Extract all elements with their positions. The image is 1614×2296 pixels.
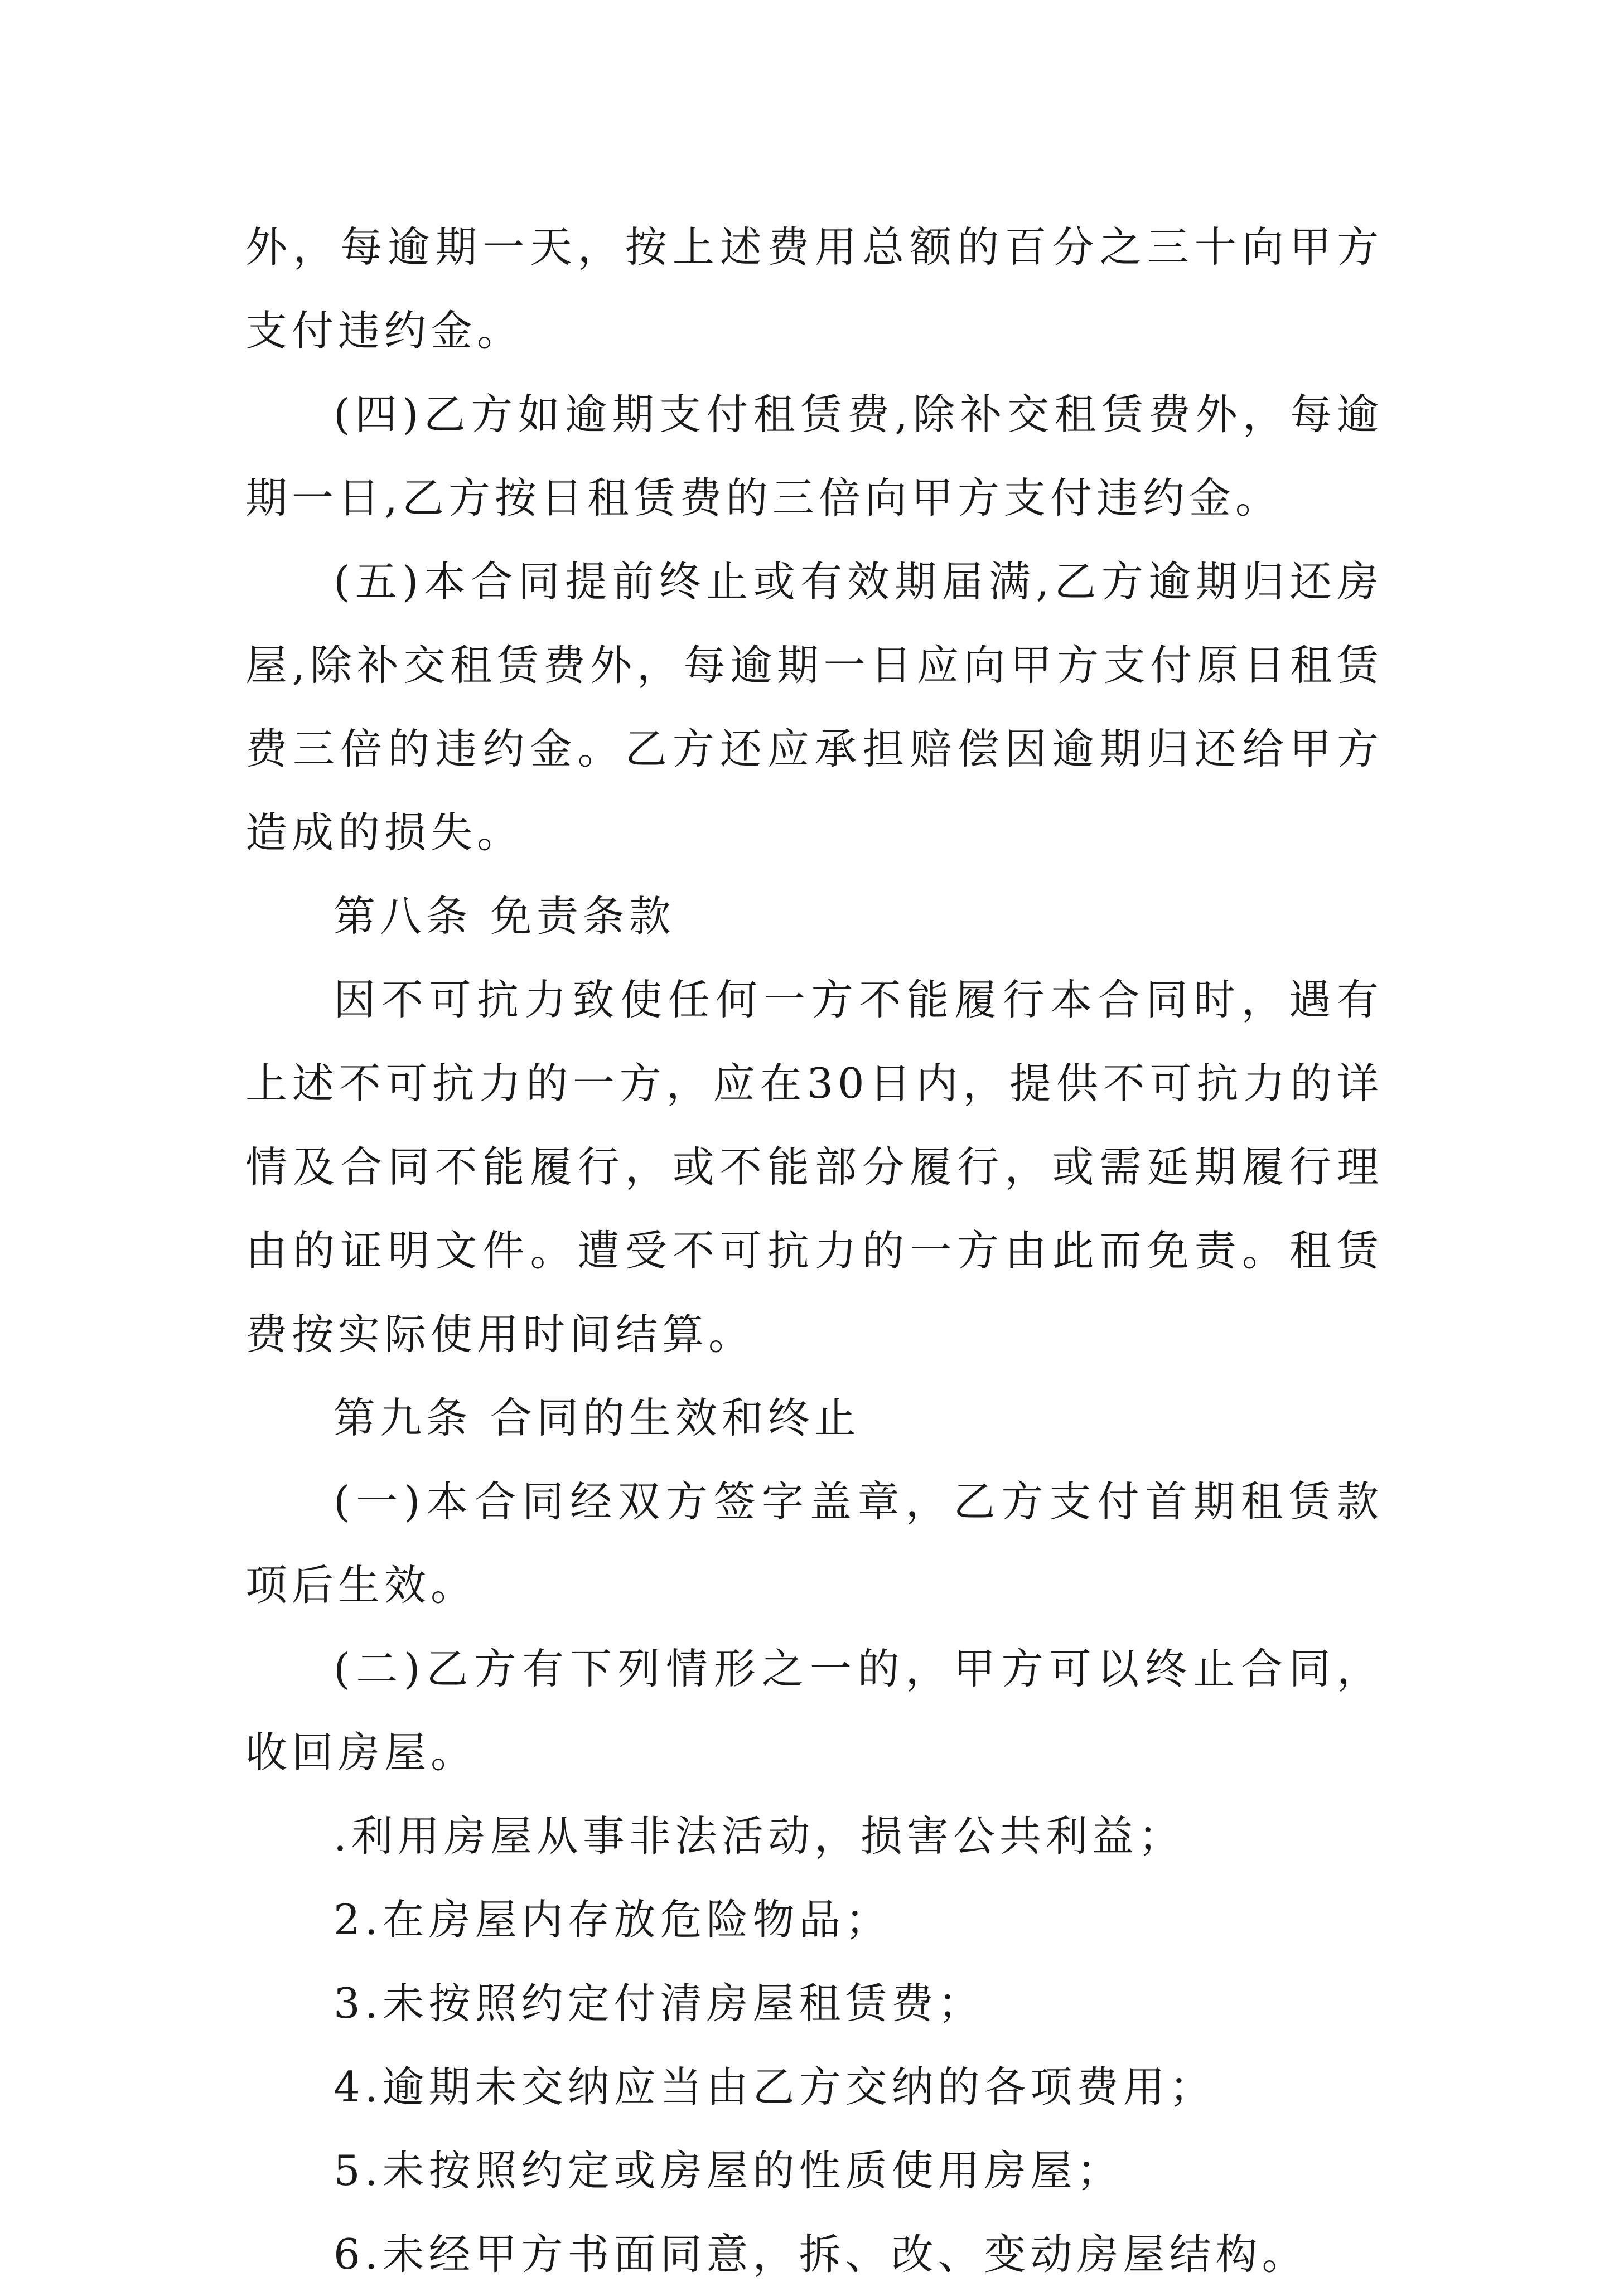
article-8-body: 因不可抗力致使任何一方不能履行本合同时，遇有上述不可抗力的一方，应在30日内，提供不可抗力的详情及合同不能履行，或不能部分履行，或需延期履行理由的证明文件。遭受不可抗力的一方由此而免责。租赁费按实际使用时间结算。 xyxy=(245,975,1383,1359)
article-8-heading: 第八条 免责条款 xyxy=(334,892,675,941)
termination-item-1: .利用房屋从事非法活动，损害公共利益； xyxy=(334,1811,1185,1861)
paragraph-penalty-continuation: 外，每逾期一天，按上述费用总额的百分之三十向甲方支付违约金。 xyxy=(245,222,1383,355)
termination-item-5: 5.未按照约定或房屋的性质使用房屋； xyxy=(334,2146,1123,2195)
paragraph-late-rent-penalty: (四)乙方如逾期支付租赁费,除补交租赁费外，每逾期一日,乙方按日租赁费的三倍向甲方支付违约金。 xyxy=(245,390,1383,522)
termination-item-3: 3.未按照约定付清房屋租赁费； xyxy=(334,1979,984,2028)
termination-item-6: 6.未经甲方书面同意，拆、改、变动房屋结构。 xyxy=(334,2230,1308,2279)
article-9-clause-1: (一)本合同经双方签字盖章，乙方支付首期租赁款项后生效。 xyxy=(245,1477,1383,1610)
article-9-heading: 第九条 合同的生效和终止 xyxy=(334,1393,861,1442)
article-9-clause-2: (二)乙方有下列情形之一的，甲方可以终止合同，收回房屋。 xyxy=(245,1644,1383,1777)
termination-item-4: 4.逾期未交纳应当由乙方交纳的各项费用； xyxy=(334,2062,1216,2111)
document-page xyxy=(245,205,1383,2296)
paragraph-late-return-penalty: (五)本合同提前终止或有效期届满,乙方逾期归还房屋,除补交租赁费外，每逾期一日应向甲方支付原日租赁费三倍的违约金。乙方还应承担赔偿因逾期归还给甲方造成的损失。 xyxy=(245,557,1383,857)
termination-item-2: 2.在房屋内存放危险物品； xyxy=(334,1895,892,1944)
